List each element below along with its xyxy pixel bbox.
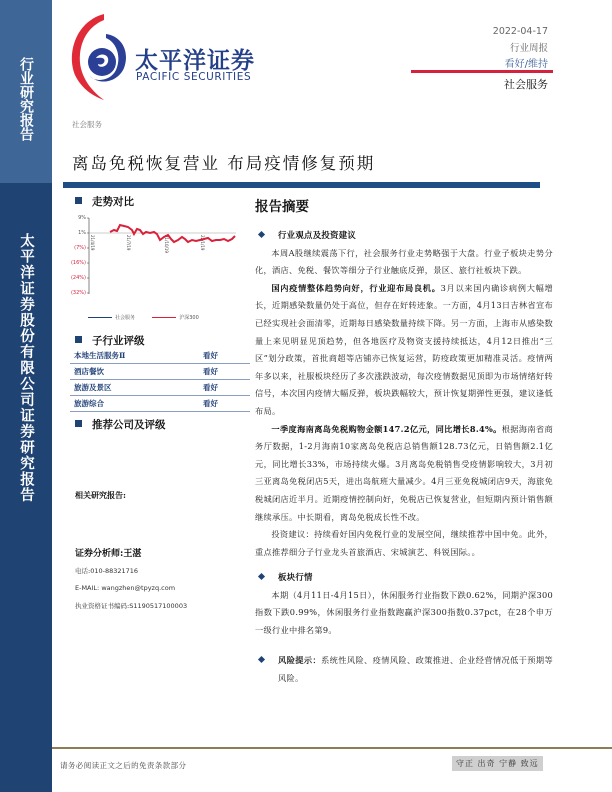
legend-line-red [152, 317, 176, 319]
header-red-divider [411, 70, 553, 73]
ytick: 1% [78, 230, 86, 236]
ytick: (16%) [70, 260, 86, 266]
related-reports-label: 相关研究报告: [75, 490, 126, 500]
table-row [70, 380, 250, 396]
industry-rating: 看好/维持 [504, 59, 548, 70]
company-report-vertical: 太平洋证券股份有限公司证券研究报告 [18, 233, 35, 504]
sub-industry-name: 旅游及景区 [70, 380, 199, 396]
table-row [70, 348, 250, 364]
sub-rating-table [70, 348, 250, 412]
paragraph: 国内疫情整体趋势向好，行业迎布局良机。3月以来国内确诊病例大幅增长，近期感染数量仍处于高位，但存在好转迹象。一方面，4月13日吉林省宣布已经实现社会面清零，近期每日感染数量持续下降。另一方面，上海市从感染数量上来见明显见顶趋势，但各地医疗及物资支援持续抵达，4月12日推出“三区”划分政策，首批商超等店铺亦已恢复运营，防疫政策更加精准灵活。疫情两年多以来，社服板块经历了多次涨跌波动，每次疫情数据见顶即为市场情绪好转信号，本次国内疫情大幅反弹，板块跌幅较大，预计恢复期弹性更强，建议逢低布局。 [255, 282, 554, 416]
paragraph: 本周A股继续震荡下行，社会服务行业走势略强于大盘。行业子板块走势分化，酒店、免税、餐饮等细分子行业触底反弹，景区、旅行社板块下跌。 [255, 247, 553, 276]
section-title-views: 行业观点及投资建议 [255, 227, 553, 245]
sub-industry-rating: 看好 [199, 396, 250, 412]
report-type: 行业周报 [509, 43, 548, 54]
sidebar-top-band [0, 0, 52, 183]
sub-industry-rating: 看好 [199, 380, 250, 396]
sub-industry-name: 旅游综合 [70, 396, 199, 412]
sidebar-bottom-band [0, 183, 52, 792]
sub-rating-heading-text: 子行业评级 [92, 335, 145, 347]
breadcrumb: 社会服务 [72, 120, 102, 129]
legend-label: 社会服务 [115, 315, 136, 321]
sub-industry-rating: 看好 [199, 364, 250, 380]
sub-industry-name: 酒店餐饮 [70, 364, 199, 380]
recommend-heading [75, 417, 166, 432]
footer-divider [52, 747, 612, 749]
page-title: 离岛免税恢复营业 布局疫情修复预期 [72, 154, 376, 173]
legend-line-blue [88, 317, 112, 319]
chart-legend [88, 314, 199, 321]
summary-section-2 [255, 569, 553, 639]
trend-heading [75, 194, 134, 209]
svg-text:21/4/19: 21/4/19 [90, 235, 95, 251]
paragraph: 一季度海南离岛免税购物金额147.2亿元，同比增长8.4%。根据海南省商务厅数据，1-2月海南10家离岛免税店总销售额128.73亿元，日销售额2.1亿元，同比增长33%，市场持续火爆。3月离岛免税销售受疫情影响较大，3月初三亚离岛免税闭店5天，进出岛航班大量减少。4月三亚免税城闭店9天，海旅免税城闭店近半月。近期疫情控制向好，免税店已恢复营业，但短期内预计销售额继续承压。中长期看，离岛免税成长性不改。 [255, 423, 553, 522]
logo-name-en: PACIFIC SECURITIES [136, 71, 252, 83]
ytick: (32%) [70, 290, 86, 296]
svg-text:22/1/19: 22/1/19 [200, 235, 205, 251]
pacific-logo-icon [64, 12, 134, 102]
table-row [70, 396, 250, 412]
diamond-bullet-icon [258, 573, 265, 580]
analyst-email: E-MAIL: wangzhen@tpyzq.com [75, 584, 176, 592]
risk-section [255, 652, 553, 687]
company-logo [64, 12, 264, 102]
square-bullet-icon [75, 336, 82, 343]
summary-heading: 报告摘要 [255, 199, 309, 215]
section-title-market: 板块行情 [255, 569, 553, 587]
ytick: (24%) [70, 275, 86, 281]
diamond-bullet-icon [258, 231, 265, 238]
square-bullet-icon [75, 420, 82, 427]
risk-text: 风险提示：系统性风险、疫情风险、政策推进、企业经营情况低于预期等风险。 [255, 652, 553, 687]
legend-label: 沪深300 [179, 315, 199, 321]
recommend-heading-text: 推荐公司及评级 [92, 419, 166, 431]
logo-name-cn: 太平洋证券 [135, 48, 255, 74]
analyst-name: 证券分析师:王湛 [75, 549, 142, 559]
square-bullet-icon [75, 197, 82, 204]
diamond-bullet-icon [258, 656, 265, 663]
summary-section-1 [255, 227, 553, 561]
trend-heading-text: 走势对比 [92, 196, 134, 208]
company-motto: 守正 出奇 宁静 致远 [452, 756, 543, 771]
analyst-certificate: 执业资格证书编码:S1190517100003 [75, 602, 188, 610]
sub-rating-heading [75, 333, 145, 348]
report-category-vertical: 行业研究报告 [18, 57, 34, 141]
table-row [70, 364, 250, 380]
report-date: 2022-04-17 [492, 26, 548, 37]
sector-label: 社会服务 [504, 78, 548, 91]
sub-industry-name: 本地生活服务Ⅱ [70, 348, 199, 364]
chart-plot [70, 212, 245, 312]
sub-industry-rating: 看好 [199, 348, 250, 364]
ytick: (7%) [74, 245, 86, 251]
paragraph: 投资建议：持续看好国内免税行业的发展空间，继续推荐中国中免。此外，重点推荐细分子行业龙头首旅酒店、宋城演艺、科锐国际。。 [255, 529, 553, 557]
svg-text:21/10/19: 21/10/19 [164, 235, 169, 253]
trend-chart [70, 212, 245, 327]
svg-text:21/7/19: 21/7/19 [126, 235, 131, 251]
analyst-phone: 电话:010-88321716 [75, 567, 139, 575]
disclaimer-note: 请务必阅读正文之后的免责条款部分 [60, 761, 187, 770]
email-link[interactable]: wangzhen@tpyzq.com [101, 584, 176, 592]
ytick: 9% [78, 215, 86, 221]
paragraph: 本期（4月11日-4月15日），休闲服务行业指数下跌0.62%，同期沪深300指数下跌0.99%，休闲服务行业指数跑赢沪深300指数0.37pct，在28个申万一级行业中排名第9。 [255, 589, 553, 635]
title-divider [63, 182, 540, 188]
